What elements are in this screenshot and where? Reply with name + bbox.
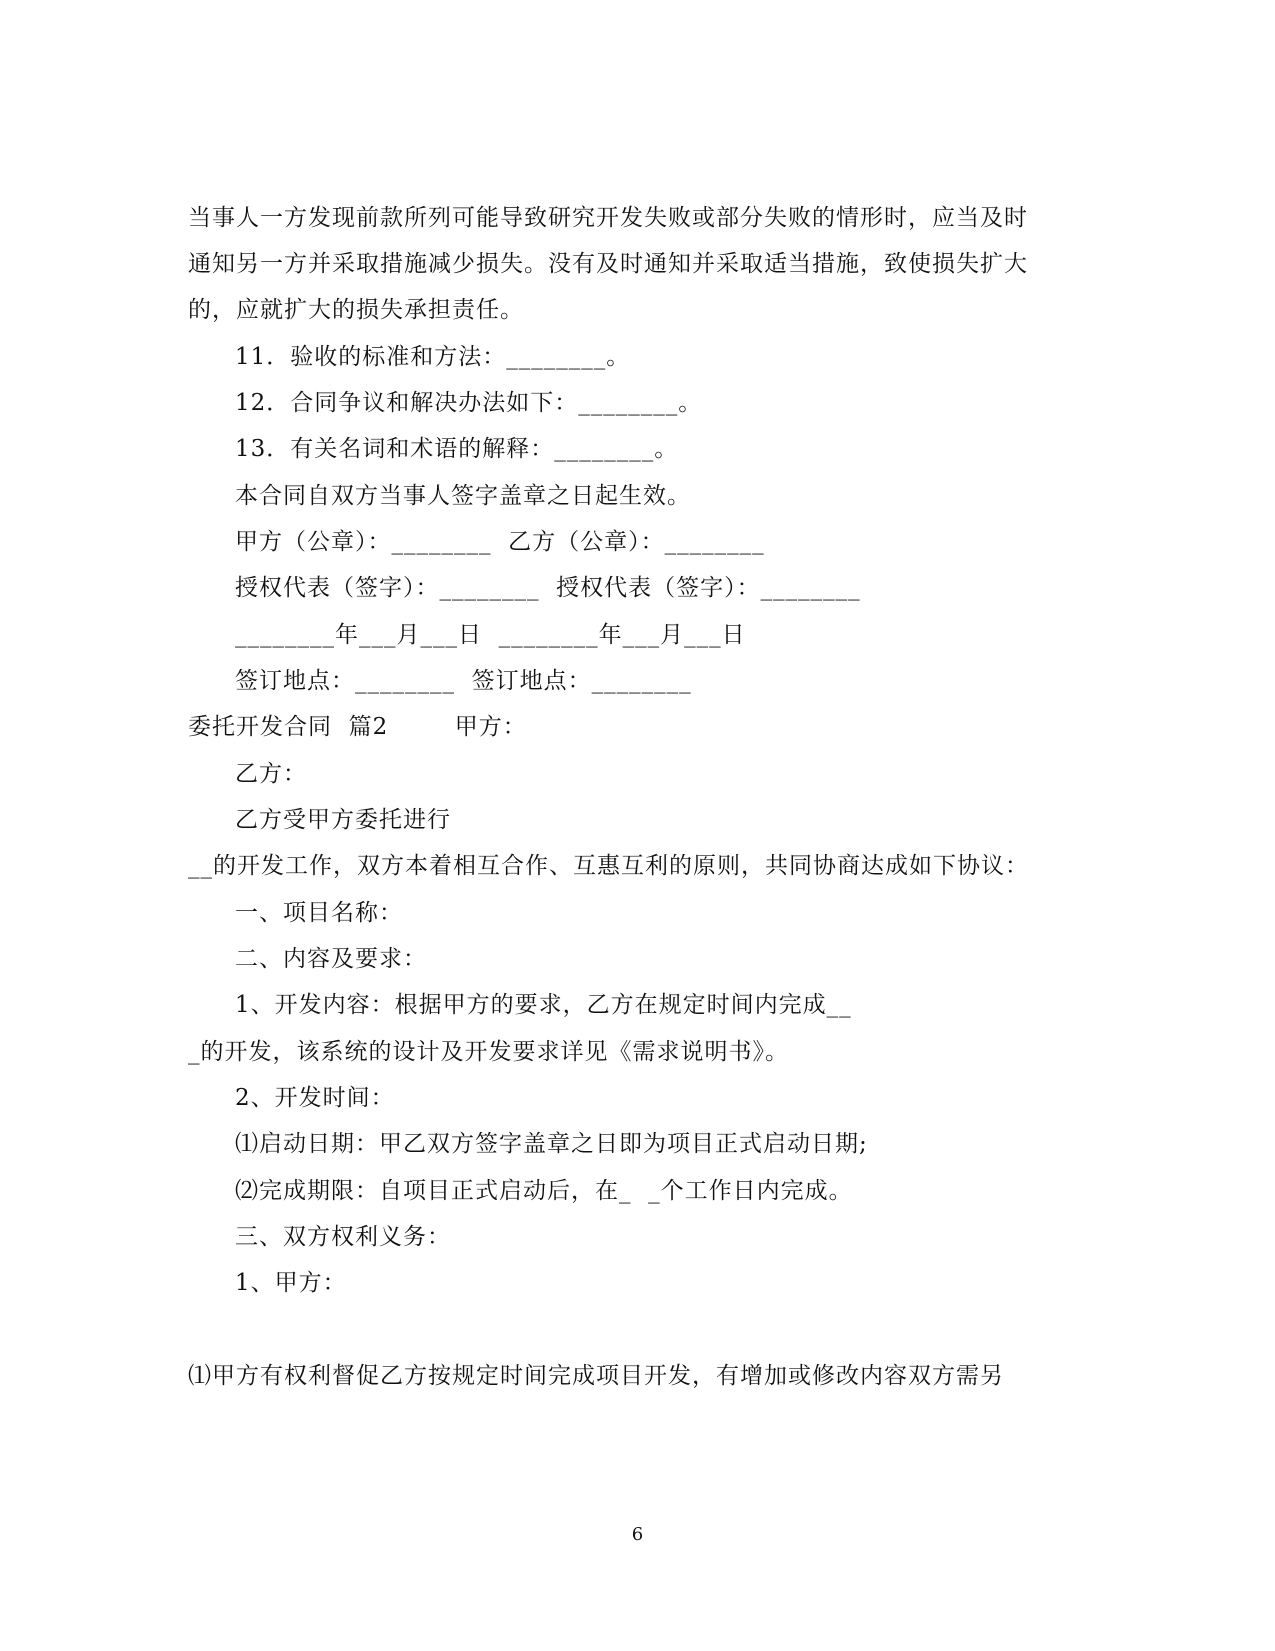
text-line: _的开发，该系统的设计及开发要求详见《需求说明书》。 [188,1039,789,1065]
text-line: 本合同自双方当事人签字盖章之日起生效。 [235,483,691,509]
text-line: 签订地点：________ 签订地点：________ [235,668,692,694]
text-line: 通知另一方并采取措施减少损失。没有及时通知并采取适当措施，致使损失扩大 [188,251,1028,277]
text-line: __的开发工作，双方本着相互合作、互惠互利的原则，共同协商达成如下协议： [188,853,1029,879]
text-line: 1、甲方： [235,1270,347,1296]
text-line: ⑴启动日期：甲乙双方签字盖章之日即为项目正式启动日期; [235,1131,868,1157]
page-number: 6 [631,1524,644,1545]
text-line: 13．有关名词和术语的解释：________。 [235,436,679,462]
text-line: 11．验收的标准和方法：________。 [235,344,631,370]
text-line: 一、项目名称： [235,900,403,926]
text-line: 甲方（公章）：________ 乙方（公章）：________ [235,529,765,555]
text-line: ⑵完成期限：自项目正式启动后，在_ _个工作日内完成。 [235,1178,853,1204]
text-line: 1、开发内容：根据甲方的要求，乙方在规定时间内完成__ [235,992,852,1018]
text-line: 乙方： [235,761,307,787]
section-heading: 委托开发合同 篇2 甲方： [188,714,527,740]
text-line: 乙方受甲方委托进行 [235,807,451,833]
text-line: 三、双方权利义务： [235,1224,451,1250]
text-line: 当事人一方发现前款所列可能导致研究开发失败或部分失败的情形时，应当及时 [188,205,1028,231]
text-line: 12．合同争议和解决办法如下：________。 [235,390,703,416]
text-line: 的，应就扩大的损失承担责任。 [188,297,524,323]
text-line: ⑴甲方有权利督促乙方按规定时间完成项目开发，有增加或修改内容双方需另 [188,1363,1004,1389]
text-line: 2、开发时间： [235,1085,395,1111]
text-line: ________年___月___日 ________年___月___日 [235,622,746,648]
text-line: 授权代表（签字）：________ 授权代表（签字）：________ [235,575,861,601]
text-line: 二、内容及要求： [235,946,427,972]
